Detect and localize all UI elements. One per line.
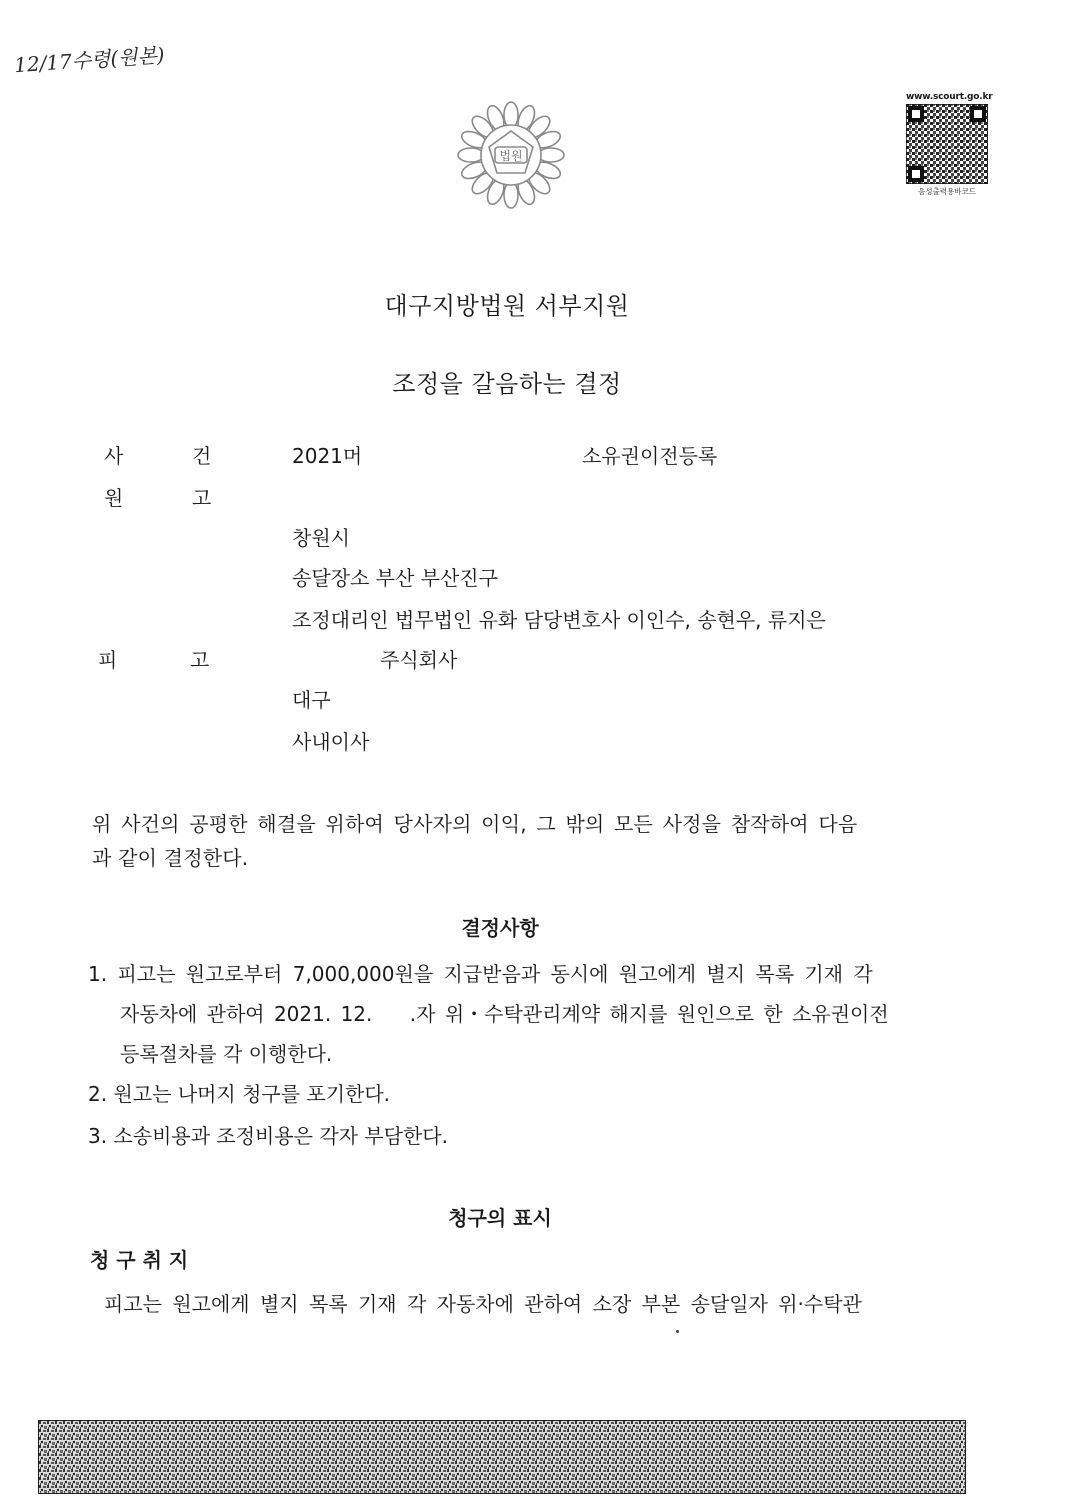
plaintiff-address: 창원시 xyxy=(292,526,350,550)
case-label-2: 건 xyxy=(192,444,212,468)
plaintiff-label-1: 원 xyxy=(104,486,124,510)
plaintiff-delivery: 송달장소 부산 부산진구 xyxy=(292,566,498,590)
court-seal xyxy=(452,100,570,210)
defendant-address: 대구 xyxy=(292,688,331,712)
document-title: 조정을 갈음하는 결정 xyxy=(392,370,622,398)
decision-heading: 결정사항 xyxy=(461,916,539,940)
plaintiff-agent: 조정대리인 법무법인 유화 담당변호사 이인수, 송현우, 류지은 xyxy=(292,608,826,632)
court-name: 대구지방법원 서부지원 xyxy=(384,292,630,320)
decision-item-3: 3. 소송비용과 조정비용은 각자 부담한다. xyxy=(88,1124,448,1148)
intro-line-1: 위 사건의 공평한 해결을 위하여 당사자의 이익, 그 밖의 모든 사정을 참작하여 다음 xyxy=(92,812,858,836)
barcode-strip-icon xyxy=(39,1421,965,1493)
handwritten-receipt-note xyxy=(13,39,165,78)
decision-item-1-line-2: 자동차에 관하여 2021. 12. .자 위・수탁관리계약 해지를 원인으로 한 소유권이전 xyxy=(120,1002,889,1026)
defendant-label-1: 피 xyxy=(98,648,118,672)
defendant-label-2: 고 xyxy=(190,648,210,672)
qr-code-block xyxy=(906,92,993,197)
claim-subheading: 청 구 취 지 xyxy=(90,1248,189,1272)
court-seal-icon xyxy=(452,100,570,210)
defendant-representative: 사내이사 xyxy=(292,730,370,754)
defendant-company: 주식회사 xyxy=(380,648,458,672)
decision-item-1-line-3: 등록절차를 각 이행한다. xyxy=(120,1042,333,1066)
stray-dot xyxy=(676,1330,679,1333)
claim-line-1: 피고는 원고에게 별지 목록 기재 각 자동차에 관하여 소장 부본 송달일자 위·수탁관 xyxy=(104,1292,862,1316)
qr-code-icon xyxy=(906,104,988,184)
decision-item-2: 2. 원고는 나머지 청구를 포기한다. xyxy=(88,1082,391,1106)
case-label-1: 사 xyxy=(104,444,124,468)
seal-text: 법원 xyxy=(499,149,523,163)
qr-caption: 음성출력용바코드 xyxy=(918,187,976,196)
decision-item-1-line-1: 1. 피고는 원고로부터 7,000,000원을 지급받음과 동시에 원고에게 별지 목록 기재 각 xyxy=(88,962,873,986)
plaintiff-label-2: 고 xyxy=(192,486,212,510)
intro-line-2: 과 같이 결정한다. xyxy=(92,846,249,870)
handwritten-note-text: 12/17수령(원본) xyxy=(13,42,166,78)
case-name: 소유권이전등록 xyxy=(582,444,718,468)
qr-url: www.scourt.go.kr xyxy=(906,92,993,102)
footer-security-barcode xyxy=(38,1420,966,1494)
case-number: 2021머 xyxy=(292,444,363,468)
claim-heading: 청구의 표시 xyxy=(448,1206,552,1230)
